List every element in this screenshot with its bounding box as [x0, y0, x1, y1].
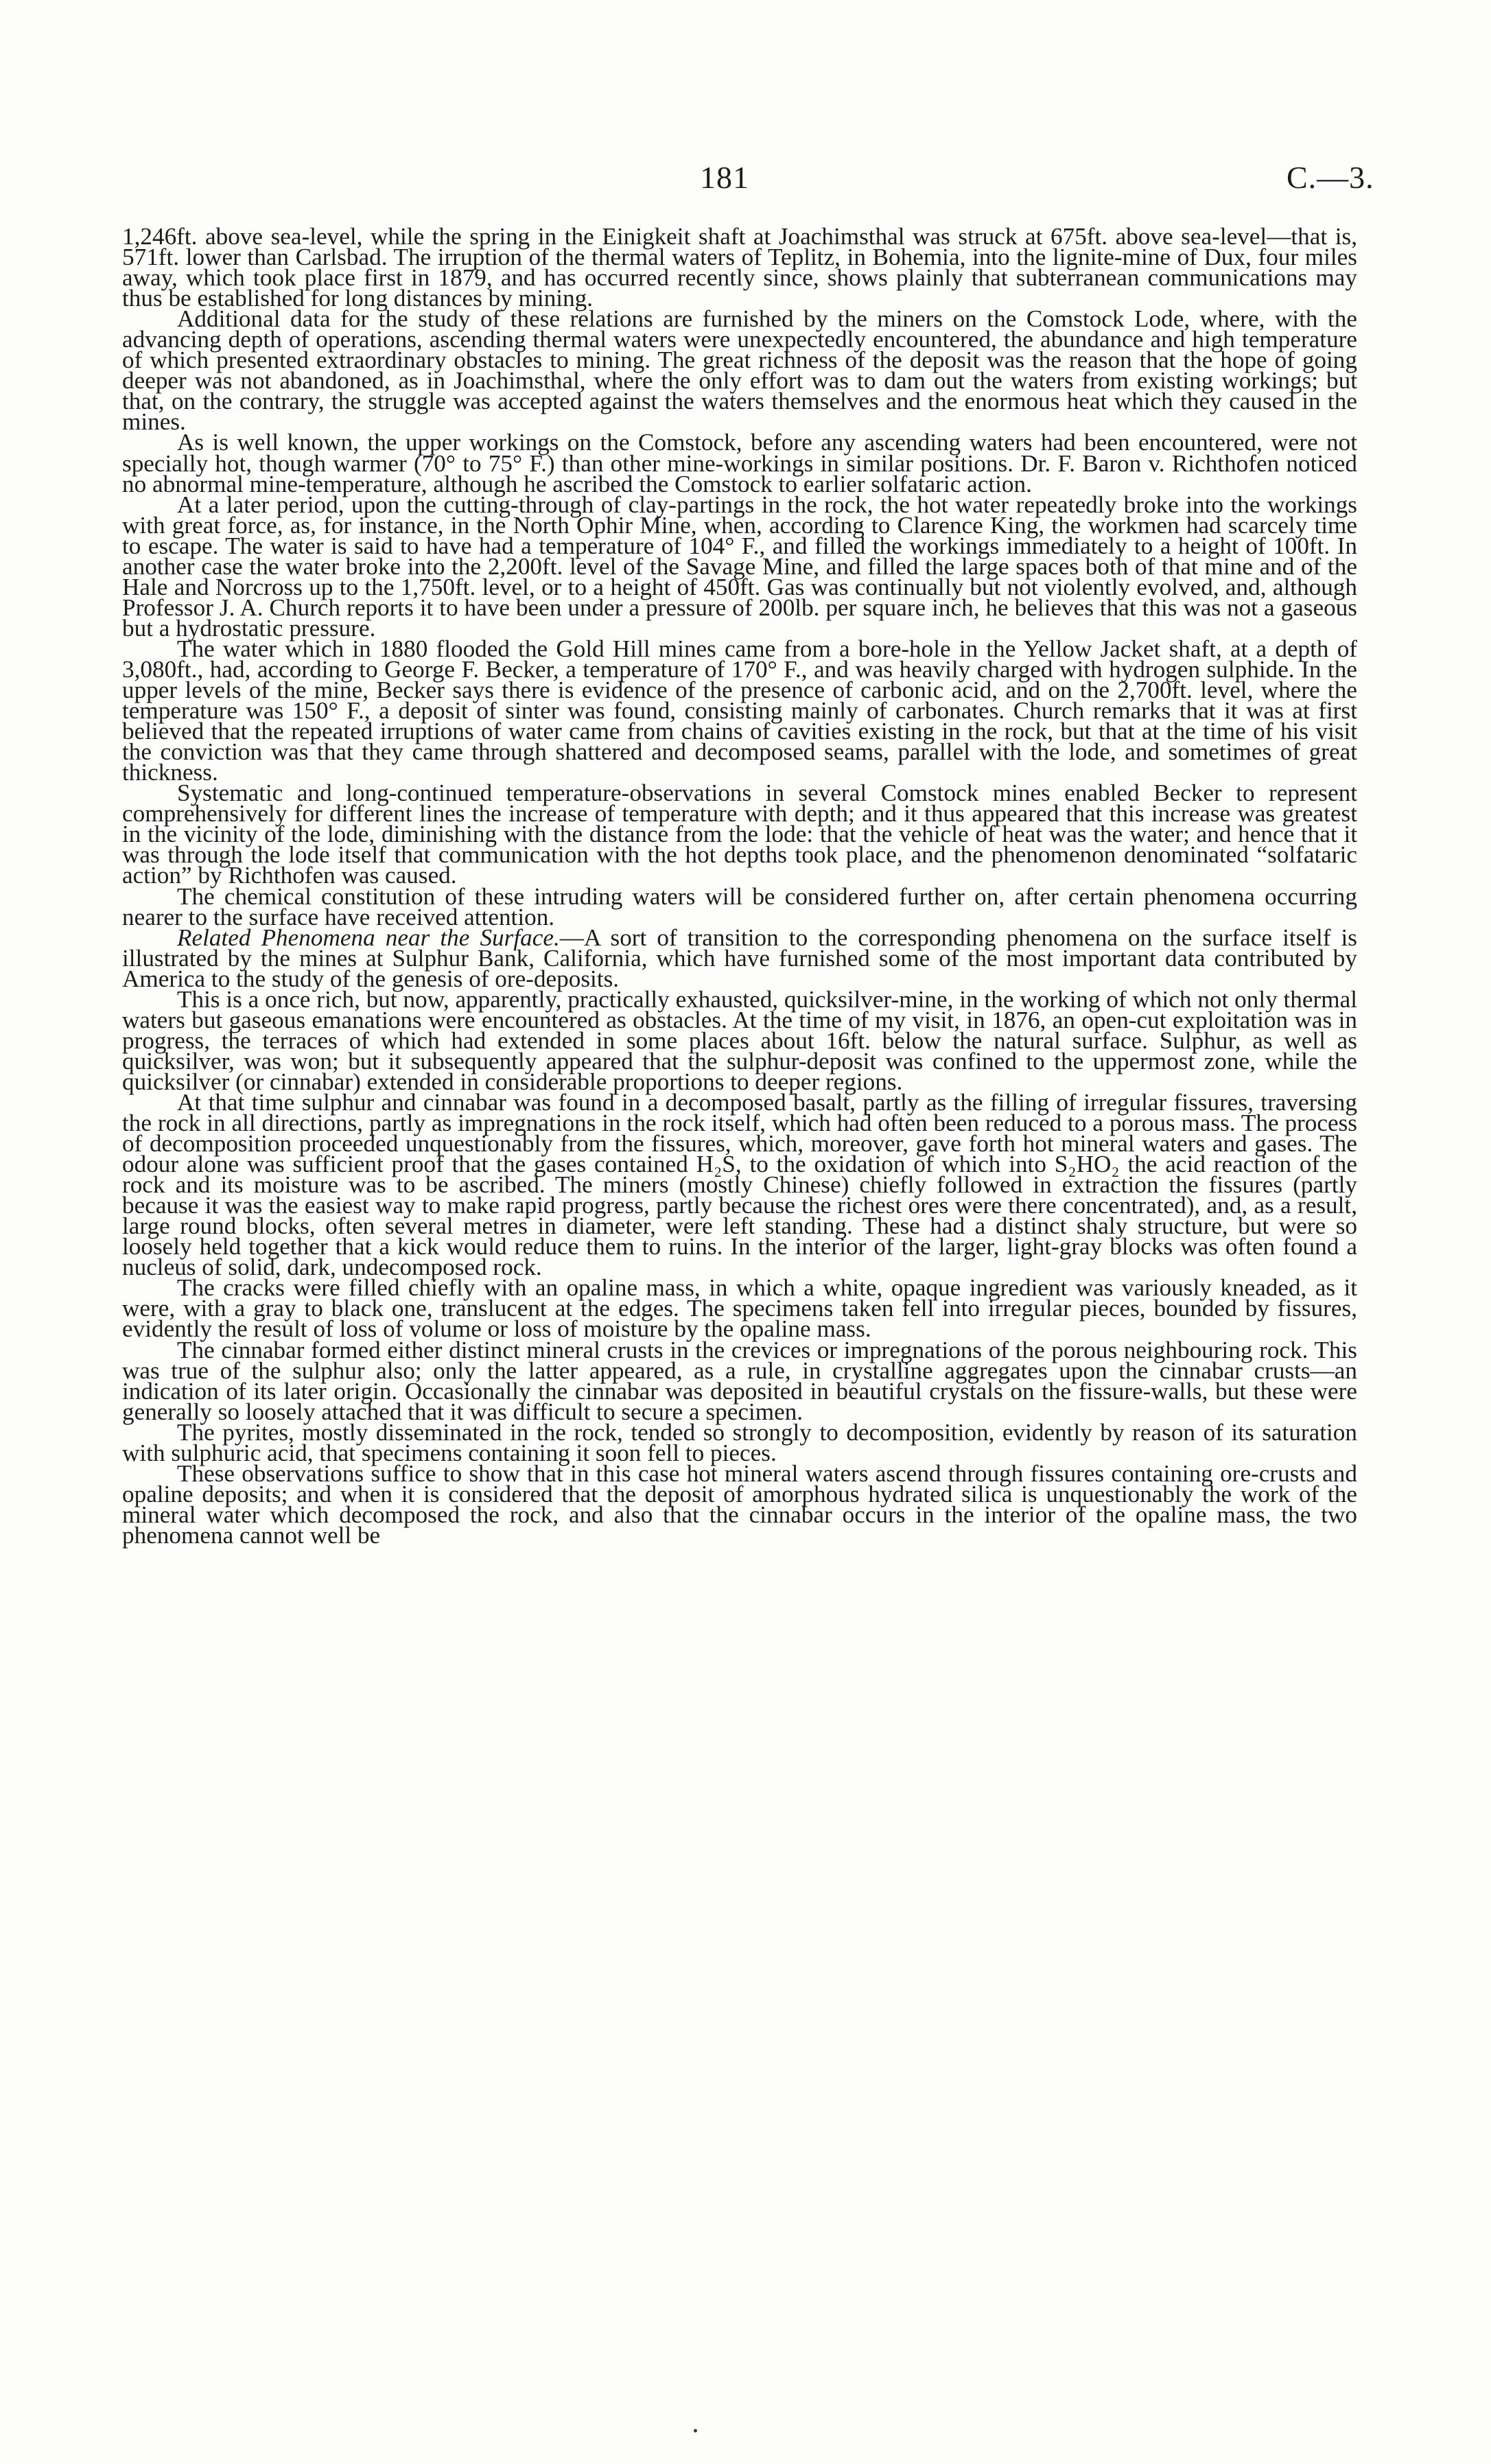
paragraph-1: 1,246ft. above sea-level, while the spring in the Einigkeit shaft at Joachimsthal was struck at 675ft. above sea-level—that is, 571ft. lower than Carlsbad. The irruption of the thermal waters of Teplitz, in Bohemia, into the lignite-mine of Dux, four miles away, which took place first in 1879, and has occurred recently since, shows plainly that subterranean communications may thus be established for long distances by mining.	[122, 223, 1357, 312]
paragraph-6: Systematic and long-continued temperature-observations in several Comstock mines enabled Becker to represent comprehensively for different lines the increase of temperature with depth; and it thus appeared that this increase was greatest in the vicinity of the lode, diminishing with the distance from the lode: that the vehicle of heat was the water; and hence that it was through the lode itself that communication with the hot depths took place, and the phenomenon denominated “solfataric action” by Richthofen was caused.	[122, 779, 1357, 889]
paragraph-14: These observations suffice to show that in this case hot mineral waters ascend through fissures containing ore-crusts and opaline deposits; and when it is considered that the deposit of amorphous hydrated silica is unquestionably the work of the mineral water which decomposed the rock, and also that the cinnabar occurs in the interior of the opaline mass, the two phenomena cannot well be	[122, 1459, 1357, 1549]
footer-mark	[694, 2429, 697, 2432]
paragraph-9: This is a once rich, but now, apparently, practically exhausted, quicksilver-mine, in the working of which not only thermal waters but gaseous emanations were encountered as obstacles. At the time of my visit, in 1876, an open-cut exploitation was in progress, the terraces of which had extended in some places about 16ft. below the natural surface. Sulphur, as well as quicksilver, was won; but it subsequently appeared that the sulphur-deposit was confined to the uppermost zone, while the quicksilver (or cinnabar) extended in considerable proportions to deeper regions.	[122, 985, 1357, 1095]
paragraph-7: The chemical constitution of these intruding waters will be considered further on, after certain phenomena occurring nearer to the surface have received attention.	[122, 882, 1357, 930]
paragraph-3: As is well known, the upper workings on the Comstock, before any ascending waters had been encountered, were not specially hot, though warmer (70° to 75° F.) than other mine-workings in similar positions. Dr. F. Baron v. Richthofen noticed no abnormal mine-temperature, although he ascribed the Comstock to earlier solfataric action.	[122, 429, 1357, 497]
page-header	[0, 159, 1491, 214]
paragraph-2: Additional data for the study of these relations are furnished by the miners on the Comstock Lode, where, with the advancing depth of operations, ascending thermal waters were unexpectedly encountered, the abundance and high temperature of which presented extraordinary obstacles to mining. The great richness of the deposit was the reason that the hope of going deeper was not abandoned, as in Joachimsthal, where the only effort was to dam out the waters from existing workings; but that, on the contrary, the struggle was accepted against the waters themselves and the enormous heat which they caused in the mines.	[122, 305, 1357, 436]
document-reference: C.—3.	[1287, 160, 1374, 195]
body-text	[122, 223, 1358, 1549]
paragraph-4: At a later period, upon the cutting-through of clay-partings in the rock, the hot water repeatedly broke into the workings with great force, as, for instance, in the North Ophir Mine, when, according to Clarence King, the workmen had scarcely time to escape. The water is said to have had a temperature of 104° F., and filled the workings immediately to a height of 100ft. In another case the water broke into the 2,200ft. level of the Savage Mine, and filled the large spaces both of that mine and of the Hale and Norcross up to the 1,750ft. level, or to a height of 450ft. Gas was continually but not violently evolved, and, although Professor J. A. Church reports it to have been under a pressure of 200lb. per square inch, he believes that this was not a gaseous but a hydrostatic pressure.	[122, 491, 1357, 642]
paragraph-11: The cracks were filled chiefly with an opaline mass, in which a white, opaque ingredient was variously kneaded, as it were, with a gray to black one, translucent at the edges. The specimens taken fell into irregular pieces, bounded by fissures, evidently the result of loss of volume or loss of moisture by the opaline mass.	[122, 1274, 1357, 1343]
paragraph-8: Related Phenomena near the Surface.—A sort of transition to the corresponding phenomena on the surface itself is illustrated by the mines at Sulphur Bank, California, which have furnished some of the most important data contributed by America to the study of the genesis of ore-deposits.	[122, 924, 1358, 992]
paragraph-5: The water which in 1880 flooded the Gold Hill mines came from a bore-hole in the Yellow Jacket shaft, at a depth of 3,080ft., had, according to George F. Becker, a temperature of 170° F., and was heavily charged with hydrogen sulphide. In the upper levels of the mine, Becker says there is evidence of the presence of carbonic acid, and on the 2,700ft. level, where the temperature was 150° F., a deposit of sinter was found, consisting mainly of carbonates. Church remarks that it was at first believed that the repeated irruptions of water came from chains of cavities existing in the rock, but that at the time of his visit the conviction was that they came through shattered and decomposed seams, parallel with the lode, and sometimes of great thickness.	[122, 635, 1357, 786]
paragraph-10: At that time sulphur and cinnabar was found in a decomposed basalt, partly as the filling of irregular fissures, traversing the rock in all directions, partly as impregnations in the rock itself, which had often been reduced to a porous mass. The process of decomposition proceeded unquestionably from the fissures, which, moreover, gave forth hot mineral waters and gases. The odour alone was sufficient proof that the gases contained H₂S, to the oxidation of which into S₂HO₂ the acid reaction of the rock and its moisture was to be ascribed. The miners (mostly Chinese) chiefly followed in extraction the fissures (partly because it was the easiest way to make rapid progress, partly because the richest ores were there concentrated), and, as a result, large round blocks, often several metres in diameter, were left standing. These had a distinct shaly structure, but were so loosely held together that a kick would reduce them to ruins. In the interior of the larger, light-gray blocks was often found a nucleus of solid, dark, undecomposed rock.	[122, 1088, 1357, 1281]
paragraph-13: The pyrites, mostly disseminated in the rock, tended so strongly to decomposition, evidently by reason of its saturation with sulphuric acid, that specimens containing it soon fell to pieces.	[122, 1418, 1357, 1466]
section-run-in-heading: Related Phenomena near the Surface.	[177, 924, 560, 951]
page-number: 181	[700, 160, 749, 195]
paragraph-12: The cinnabar formed either distinct mineral crusts in the crevices or impregnations of the porous neighbouring rock. This was true of the sulphur also; only the latter appeared, as a rule, in crystalline aggregates upon the cinnabar crusts—an indication of its later origin. Occasionally the cinnabar was deposited in beautiful crystals on the fissure-walls, but these were generally so loosely attached that it was difficult to secure a specimen.	[122, 1336, 1357, 1425]
